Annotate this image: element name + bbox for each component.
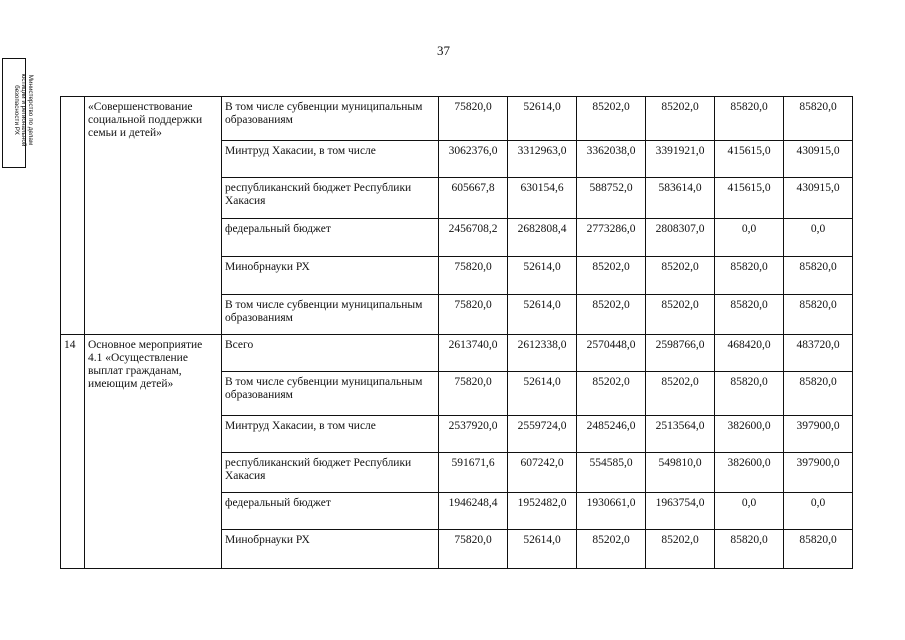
amount-cell: 2537920,0 — [439, 416, 508, 453]
funding-source-cell: Минобрнауки РХ — [222, 257, 439, 295]
amount-cell: 52614,0 — [508, 372, 577, 416]
amount-cell: 382600,0 — [715, 453, 784, 493]
amount-cell: 75820,0 — [439, 97, 508, 141]
funding-source-cell: В том числе субвенции муниципальным образованиям — [222, 97, 439, 141]
page-number: 37 — [437, 43, 450, 58]
amount-cell: 554585,0 — [577, 453, 646, 493]
amount-cell: 549810,0 — [646, 453, 715, 493]
amount-cell: 2613740,0 — [439, 335, 508, 372]
amount-cell: 3062376,0 — [439, 141, 508, 178]
event-name-cell: «Совершенствование социальной поддержки семьи и детей» — [85, 97, 222, 335]
amount-cell: 382600,0 — [715, 416, 784, 453]
amount-cell: 397900,0 — [784, 453, 853, 493]
amount-cell: 2559724,0 — [508, 416, 577, 453]
amount-cell: 85202,0 — [646, 97, 715, 141]
amount-cell: 85202,0 — [646, 257, 715, 295]
amount-cell: 75820,0 — [439, 295, 508, 335]
amount-cell: 85820,0 — [784, 257, 853, 295]
amount-cell: 85202,0 — [577, 97, 646, 141]
amount-cell: 52614,0 — [508, 530, 577, 569]
amount-cell: 0,0 — [784, 493, 853, 530]
amount-cell: 430915,0 — [784, 141, 853, 178]
amount-cell: 85820,0 — [715, 530, 784, 569]
amount-cell: 1930661,0 — [577, 493, 646, 530]
amount-cell: 52614,0 — [508, 295, 577, 335]
amount-cell: 3391921,0 — [646, 141, 715, 178]
amount-cell: 483720,0 — [784, 335, 853, 372]
amount-cell: 85820,0 — [715, 257, 784, 295]
amount-cell: 85202,0 — [577, 372, 646, 416]
amount-cell: 85202,0 — [577, 295, 646, 335]
stamp-text — [12, 55, 36, 165]
amount-cell: 2612338,0 — [508, 335, 577, 372]
amount-cell: 1946248,4 — [439, 493, 508, 530]
amount-cell: 85202,0 — [577, 530, 646, 569]
amount-cell: 630154,6 — [508, 178, 577, 219]
funding-source-cell: Минобрнауки РХ — [222, 530, 439, 569]
amount-cell: 85202,0 — [577, 257, 646, 295]
amount-cell: 85820,0 — [784, 530, 853, 569]
amount-cell: 85820,0 — [784, 97, 853, 141]
amount-cell: 52614,0 — [508, 97, 577, 141]
amount-cell: 2682808,4 — [508, 219, 577, 257]
amount-cell: 85820,0 — [715, 97, 784, 141]
stamp-line: безопасности РХ — [13, 85, 21, 135]
amount-cell: 2570448,0 — [577, 335, 646, 372]
event-name-cell: Основное мероприятие 4.1 «Осуществление выплат гражданам, имеющим детей» — [85, 335, 222, 569]
amount-cell: 2808307,0 — [646, 219, 715, 257]
amount-cell: 397900,0 — [784, 416, 853, 453]
table-row — [61, 97, 853, 141]
amount-cell: 0,0 — [715, 219, 784, 257]
funding-source-cell: федеральный бюджет — [222, 219, 439, 257]
amount-cell: 2485246,0 — [577, 416, 646, 453]
table-row — [61, 335, 853, 372]
stamp-line: Министерство по делам — [27, 74, 35, 146]
funding-source-cell: федеральный бюджет — [222, 493, 439, 530]
amount-cell: 468420,0 — [715, 335, 784, 372]
amount-cell: 415615,0 — [715, 141, 784, 178]
amount-cell: 85820,0 — [784, 295, 853, 335]
amount-cell: 3312963,0 — [508, 141, 577, 178]
amount-cell: 75820,0 — [439, 372, 508, 416]
budget-table — [60, 96, 853, 569]
row-number-cell: 14 — [61, 335, 85, 569]
amount-cell: 2598766,0 — [646, 335, 715, 372]
row-number-cell — [61, 97, 85, 335]
amount-cell: 85202,0 — [646, 295, 715, 335]
amount-cell: 2456708,2 — [439, 219, 508, 257]
amount-cell: 588752,0 — [577, 178, 646, 219]
amount-cell: 415615,0 — [715, 178, 784, 219]
amount-cell: 607242,0 — [508, 453, 577, 493]
amount-cell: 1963754,0 — [646, 493, 715, 530]
amount-cell: 583614,0 — [646, 178, 715, 219]
amount-cell: 85820,0 — [715, 295, 784, 335]
funding-source-cell: республиканский бюджет Республики Хакасия — [222, 178, 439, 219]
amount-cell: 0,0 — [784, 219, 853, 257]
funding-source-cell: Минтруд Хакасии, в том числе — [222, 141, 439, 178]
amount-cell: 85820,0 — [715, 372, 784, 416]
amount-cell: 2513564,0 — [646, 416, 715, 453]
funding-source-cell: Всего — [222, 335, 439, 372]
amount-cell: 75820,0 — [439, 530, 508, 569]
amount-cell: 75820,0 — [439, 257, 508, 295]
amount-cell: 52614,0 — [508, 257, 577, 295]
amount-cell: 430915,0 — [784, 178, 853, 219]
amount-cell: 605667,8 — [439, 178, 508, 219]
amount-cell: 1952482,0 — [508, 493, 577, 530]
amount-cell: 85202,0 — [646, 530, 715, 569]
funding-source-cell: В том числе субвенции муниципальным образованиям — [222, 295, 439, 335]
table-body — [61, 97, 853, 569]
amount-cell: 3362038,0 — [577, 141, 646, 178]
funding-source-cell: Минтруд Хакасии, в том числе — [222, 416, 439, 453]
amount-cell: 85820,0 — [784, 372, 853, 416]
funding-source-cell: республиканский бюджет Республики Хакасия — [222, 453, 439, 493]
funding-source-cell: В том числе субвенции муниципальным образованиям — [222, 372, 439, 416]
amount-cell: 0,0 — [715, 493, 784, 530]
amount-cell: 85202,0 — [646, 372, 715, 416]
amount-cell: 591671,6 — [439, 453, 508, 493]
amount-cell: 2773286,0 — [577, 219, 646, 257]
stamp-line: юстиции и региональной — [20, 73, 28, 147]
